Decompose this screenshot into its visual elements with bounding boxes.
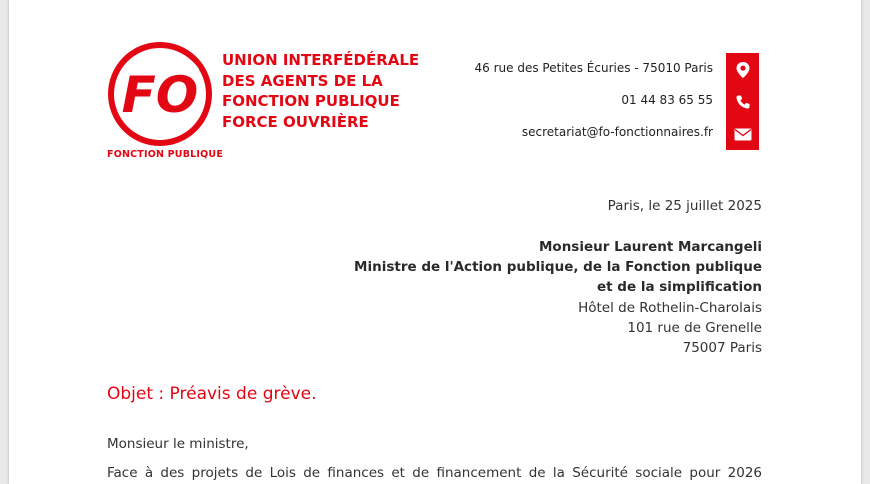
contact-address: 46 rue des Petites Écuries - 75010 Paris xyxy=(474,61,713,75)
recipient-name: Monsieur Laurent Marcangeli xyxy=(538,239,762,255)
phone-icon xyxy=(726,86,759,118)
org-name-line: FONCTION PUBLIQUE xyxy=(222,92,400,110)
mail-icon xyxy=(726,118,759,150)
logo-text: FO xyxy=(121,66,199,124)
contact-phone[interactable]: 01 44 83 65 55 xyxy=(621,93,713,107)
contact-icon-strip xyxy=(726,53,759,150)
letter-date: Paris, le 25 juillet 2025 xyxy=(607,198,762,214)
recipient-title: Ministre de l'Action publique, de la Fonction publique xyxy=(354,259,762,276)
org-name-line: UNION INTERFÉDÉRALE xyxy=(222,51,420,69)
letter-body-line: Face à des projets de Lois de finances et de financement de la Sécurité sociale pour 2026 xyxy=(107,465,762,481)
recipient-address: Hôtel de Rothelin-Charolais xyxy=(578,299,762,316)
location-pin-icon xyxy=(726,54,759,86)
recipient-address: 75007 Paris xyxy=(682,340,762,357)
letter-page xyxy=(9,0,861,484)
letter-salutation: Monsieur le ministre, xyxy=(107,436,249,452)
organization-name xyxy=(222,50,419,132)
letter-subject: Objet : Préavis de grève. xyxy=(107,384,317,404)
logo-subtitle: FONCTION PUBLIQUE xyxy=(107,149,224,160)
recipient-title: et de la simplification xyxy=(597,279,762,296)
recipient-block xyxy=(354,237,762,358)
org-name-line: DES AGENTS DE LA xyxy=(222,71,383,90)
contact-email[interactable]: secretariat@fo-fonctionnaires.fr xyxy=(521,125,713,139)
org-name-line: FORCE OUVRIÈRE xyxy=(222,112,369,131)
fo-logo-icon xyxy=(106,40,214,148)
recipient-address: 101 rue de Grenelle xyxy=(627,319,762,336)
